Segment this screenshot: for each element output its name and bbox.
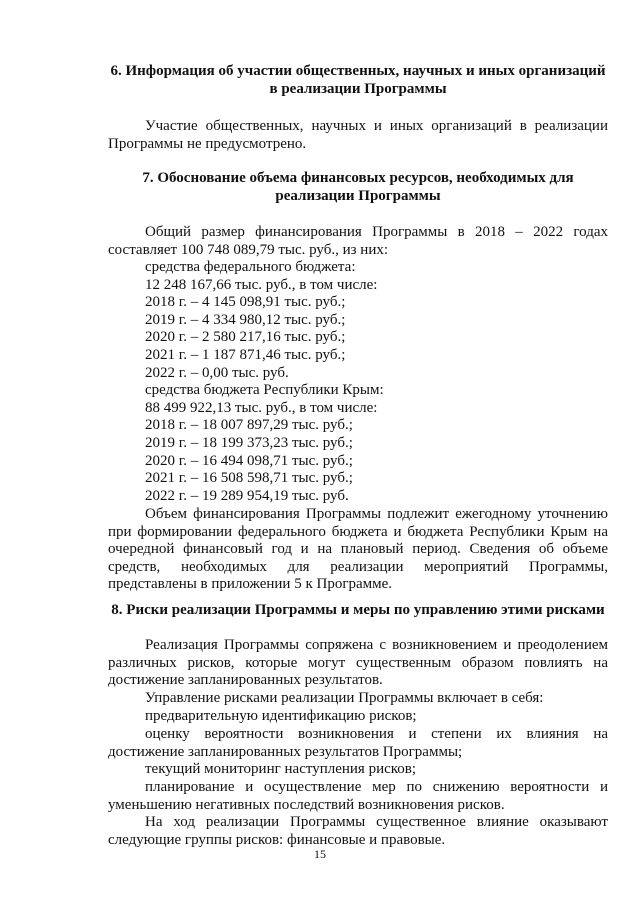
section-8-paragraph-3: предварительную идентификацию рисков;	[145, 708, 417, 724]
funding-line: 2019 г. – 4 334 980,12 тыс. руб.;	[145, 311, 346, 328]
funding-list	[108, 259, 608, 505]
section-8-heading: 8. Риски реализации Программы и меры по управлению этими рисками	[111, 602, 605, 618]
funding-line: 2019 г. – 18 199 373,23 тыс. руб.;	[145, 434, 353, 451]
section-7-heading	[108, 170, 608, 205]
funding-line: 2021 г. – 1 187 871,46 тыс. руб.;	[145, 346, 346, 363]
section-8-paragraph-5: текущий мониторинг наступления рисков;	[145, 761, 417, 777]
funding-line: 2018 г. – 4 145 098,91 тыс. руб.;	[145, 294, 346, 311]
funding-line: 2018 г. – 18 007 897,29 тыс. руб.;	[145, 417, 353, 434]
section-6-heading-line-2: в реализации Программы	[269, 80, 447, 97]
section-6-heading	[108, 63, 608, 98]
funding-line: 2020 г. – 2 580 217,16 тыс. руб.;	[145, 329, 346, 346]
section-8-paragraph-4: оценку вероятности возникновения и степени их влияния на достижение запланированных результатов Программы;	[108, 726, 608, 760]
section-8-paragraph-2: Управление рисками реализации Программы включает в себя:	[145, 690, 544, 706]
section-6-heading-line-1: 6. Информация об участии общественных, научных и иных организаций	[110, 63, 606, 79]
section-7-heading-line-1: 7. Обоснование объема финансовых ресурсов, необходимых для	[142, 170, 574, 186]
section-7-closing: Объем финансирования Программы подлежит ежегодному уточнению при формировании федерального бюджета и бюджета Республики Крым на очередной финансовый год и на плановый период. Сведения об объеме средств, необходимых для реализации мероприятий Программы, представлены в приложении 5 к Программе.	[108, 506, 608, 593]
funding-line: средства федерального бюджета:	[145, 259, 356, 275]
section-8-paragraph-1: Реализация Программы сопряжена с возникновением и преодолением различных рисков, которые могут существенным образом повлиять на достижение запланированных результатов.	[108, 637, 608, 689]
section-7-intro: Общий размер финансирования Программы в 2018 – 2022 годах составляет 100 748 089,79 тыс. руб., из них:	[108, 224, 608, 258]
funding-line: 2022 г. – 0,00 тыс. руб.	[145, 364, 289, 381]
funding-line: 12 248 167,66 тыс. руб., в том числе:	[145, 276, 378, 293]
funding-line: 88 499 922,13 тыс. руб., в том числе:	[145, 399, 378, 416]
section-6-paragraph: Участие общественных, научных и иных организаций в реализации Программы не предусмотрено.	[108, 118, 608, 152]
funding-line: 2020 г. – 16 494 098,71 тыс. руб.;	[145, 452, 353, 469]
funding-line: 2021 г. – 16 508 598,71 тыс. руб.;	[145, 470, 353, 487]
page-number: 15	[314, 847, 326, 861]
funding-line: средства бюджета Республики Крым:	[145, 382, 384, 399]
section-8-paragraph-6: планирование и осуществление мер по снижению вероятности и уменьшению негативных последствий возникновения рисков.	[108, 779, 608, 813]
funding-line: 2022 г. – 19 289 954,19 тыс. руб.	[145, 487, 349, 504]
section-7-heading-line-2: реализации Программы	[275, 187, 441, 204]
section-8-paragraph-7: На ход реализации Программы существенное влияние оказывают следующие группы рисков: финансовые и правовые.	[108, 814, 608, 848]
